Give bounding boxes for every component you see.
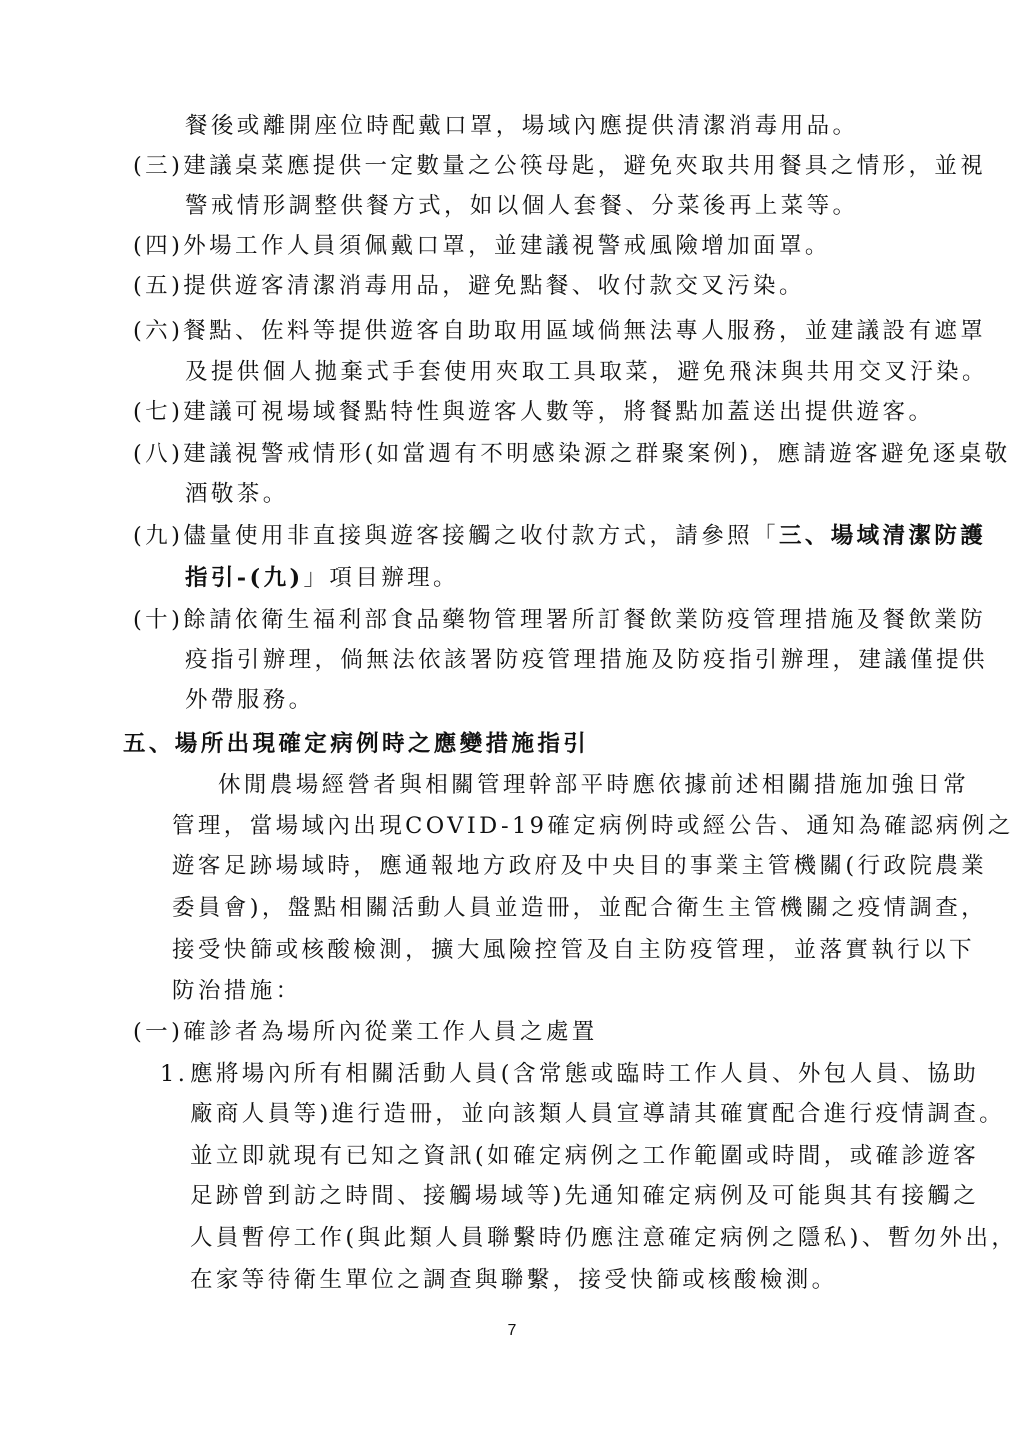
text-line: 並立即就現有已知之資訊(如確定病例之工作範圍或時間，或確診遊客 <box>190 1143 980 1169</box>
list-item: (四)外場工作人員須佩戴口罩，並建議視警戒風險增加面罩。 <box>133 233 831 259</box>
list-item: (六)餐點、佐料等提供遊客自助取用區域倘無法專人服務，並建議設有遮罩 <box>133 318 987 344</box>
text-run: (九)儘量使用非直接與遊客接觸之收付款方式，請參照「 <box>133 523 779 549</box>
text-line: 防治措施： <box>172 978 302 1004</box>
text-line: 警戒情形調整供餐方式，如以個人套餐、分菜後再上菜等。 <box>185 193 859 219</box>
cross-reference: 三、場域清潔防護 <box>778 523 987 549</box>
page-number: 7 <box>507 1322 517 1339</box>
text-line: 足跡曾到訪之時間、接觸場域等)先通知確定病例及可能與其有接觸之 <box>190 1183 980 1209</box>
text-line: 接受快篩或核酸檢測，擴大風險控管及自主防疫管理，並落實執行以下 <box>172 937 975 963</box>
list-item <box>133 516 986 556</box>
text-line: 酒敬茶。 <box>185 481 289 507</box>
list-item: (十)餘請依衛生福利部食品藥物管理署所訂餐飲業防疫管理措施及餐飲業防 <box>133 607 987 633</box>
text-line: 休閒農場經營者與相關管理幹部平時應依據前述相關措施加強日常 <box>218 772 970 798</box>
list-item: (八)建議視警戒情形(如當週有不明感染源之群聚案例)，應請遊客避免逐桌敬 <box>133 441 1011 467</box>
list-number: 1. <box>160 1061 189 1087</box>
list-item: (三)建議桌菜應提供一定數量之公筷母匙，避免夾取共用餐具之情形，並視 <box>133 153 987 179</box>
text-line: 委員會)，盤點相關活動人員並造冊，並配合衛生主管機關之疫情調查， <box>172 895 988 921</box>
list-item: (七)建議可視場域餐點特性與遊客人數等，將餐點加蓋送出提供遊客。 <box>133 399 935 425</box>
text-line: 人員暫停工作(與此類人員聯繫時仍應注意確定病例之隱私)、暫勿外出， <box>190 1225 1018 1251</box>
text-line: 廠商人員等)進行造冊，並向該類人員宣導請其確實配合進行疫情調查。 <box>190 1101 1006 1127</box>
text-line: 疫指引辦理，倘無法依該署防疫管理措施及防疫指引辦理，建議僅提供 <box>185 647 988 673</box>
list-item: (五)提供遊客清潔消毒用品，避免點餐、收付款交叉污染。 <box>133 273 805 299</box>
text-line: 遊客足跡場域時，應通報地方政府及中央目的事業主管機關(行政院農業 <box>172 853 988 879</box>
text-line: 在家等待衛生單位之調查與聯繫，接受快篩或核酸檢測。 <box>190 1267 838 1293</box>
text-line: 及提供個人拋棄式手套使用夾取工具取菜，避免飛沫與共用交叉汙染。 <box>185 359 988 385</box>
section-heading: 五、場所出現確定病例時之應變措施指引 <box>123 731 590 757</box>
text-line <box>185 558 459 598</box>
text-line: 管理，當場域內出現COVID-19確定病例時或經公告、通知為確認病例之 <box>172 813 1014 839</box>
text-line: 應將場內所有相關活動人員(含常態或臨時工作人員、外包人員、協助 <box>190 1061 980 1087</box>
cross-reference: 指引-(九) <box>185 565 304 591</box>
text-run: 」項目辦理。 <box>303 565 459 591</box>
text-line: 餐後或離開座位時配戴口罩，場域內應提供清潔消毒用品。 <box>185 113 859 139</box>
subsection-heading: (一)確診者為場所內從業工作人員之處置 <box>133 1019 598 1045</box>
text-line: 外帶服務。 <box>185 687 315 713</box>
